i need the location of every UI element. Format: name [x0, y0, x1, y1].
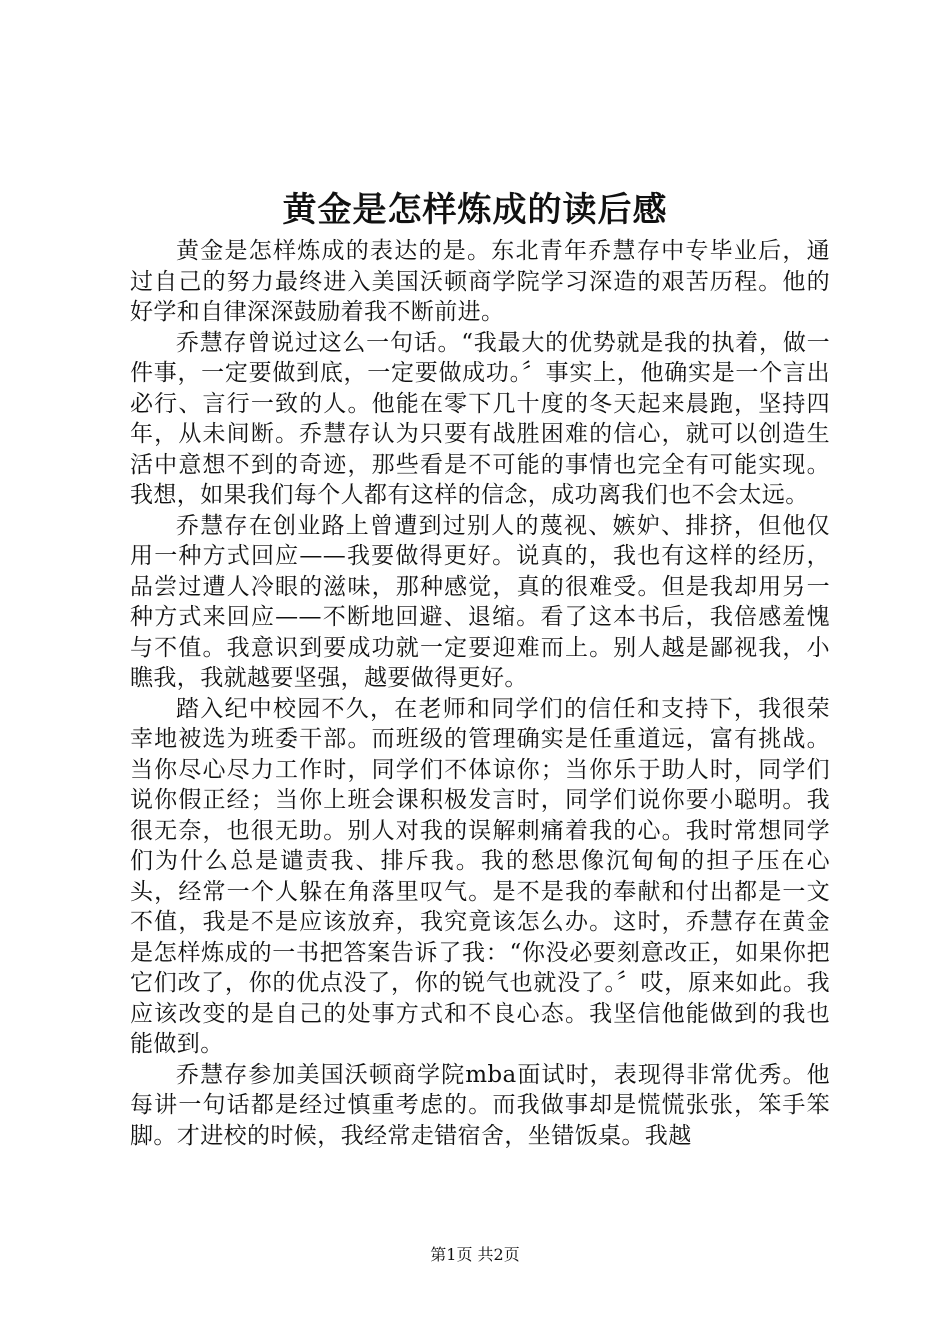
document-title: 黄金是怎样炼成的读后感 [282, 190, 668, 230]
paragraph-5: 乔慧存参加美国沃顿商学院mba面试时，表现得非常优秀。他每讲一句话都是经过慎重考虑的。而我做事却是慌慌张张，笨手笨脚。才进校的时候，我经常走错宿舍，坐错饭桌。我越 [130, 1061, 830, 1149]
paragraph-4: 踏入纪中校园不久，在老师和同学们的信任和支持下，我很荣幸地被选为班委干部。而班级的管理确实是任重道远，富有挑战。当你尽心尽力工作时，同学们不体谅你；当你乐于助人时，同学们说你假正经；当你上班会课积极发言时，同学们说你要小聪明。我很无奈，也很无助。别人对我的误解刺痛着我的心。我时常想同学们为什么总是谴责我、排斥我。我的愁思像沉甸甸的担子压在心头，经常一个人躲在角落里叹气。是不是我的奉献和付出都是一文不值，我是不是应该放弃，我究竟该怎么办。这时，乔慧存在黄金是怎样炼成的一书把答案告诉了我：“你没必要刻意改正，如果你把它们改了，你的优点没了，你的锐气也就没了。〞哎，原来如此。我应该改变的是自己的处事方式和不良心态。我坚信他能做到的我也能做到。 [130, 695, 830, 1057]
paragraph-1: 黄金是怎样炼成的表达的是。东北青年乔慧存中专毕业后，通过自己的努力最终进入美国沃顿商学院学习深造的艰苦历程。他的好学和自律深深鼓励着我不断前进。 [130, 238, 830, 325]
paragraph-3: 乔慧存在创业路上曾遭到过别人的蔑视、嫉妒、排挤，但他仅用一种方式回应——我要做得更好。说真的，我也有这样的经历，品尝过遭人冷眼的滋味，那种感觉，真的很难受。但是我却用另一种方式来回应——不断地回避、退缩。看了这本书后，我倍感羞愧与不值。我意识到要成功就一定要迎难而上。别人越是鄙视我，小瞧我，我就越要坚强，越要做得更好。 [130, 512, 830, 691]
paragraph-2: 乔慧存曾说过这么一句话。“我最大的优势就是我的执着，做一件事，一定要做到底，一定要做成功。〞事实上，他确实是一个言出必行、言行一致的人。他能在零下几十度的冬天起来晨跑，坚持四年，从未间断。乔慧存认为只要有战胜困难的信心，就可以创造生活中意想不到的奇迹，那些看是不可能的事情也完全有可能实现。我想，如果我们每个人都有这样的信念，成功离我们也不会太远。 [130, 329, 830, 508]
document-body [130, 236, 830, 1151]
page-number-footer: 第1页 共2页 [430, 1245, 520, 1264]
